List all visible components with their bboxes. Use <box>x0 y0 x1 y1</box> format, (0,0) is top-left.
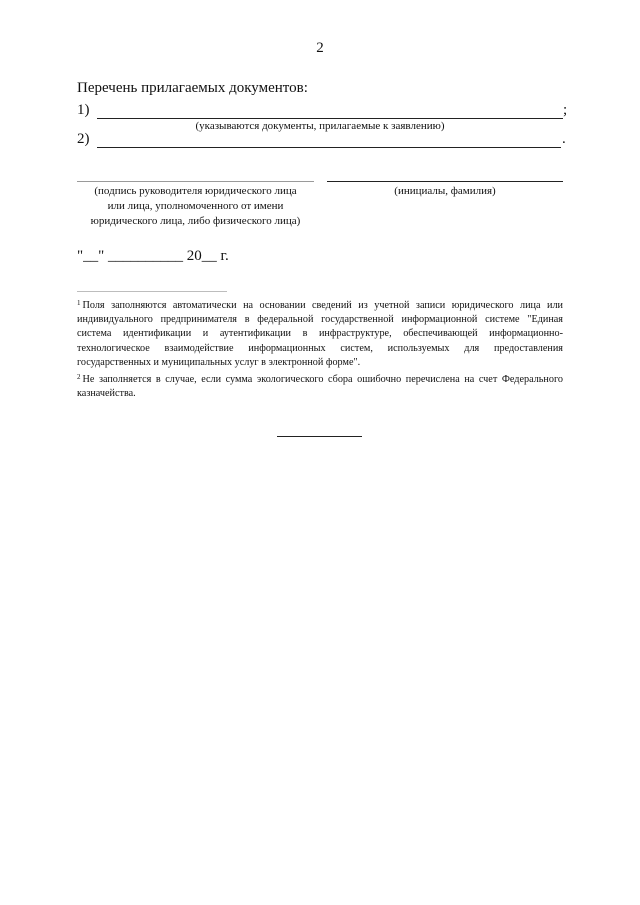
document-item-terminator: . <box>562 131 566 147</box>
signature-caption-line: или лица, уполномоченного от имени <box>107 200 284 212</box>
footnote-divider <box>77 291 227 292</box>
document-item-number: 2) <box>77 131 90 147</box>
date-line: "__" __________ 20__ г. <box>77 248 229 264</box>
footnote-mark: 2 <box>77 373 81 382</box>
name-line <box>327 181 563 182</box>
document-item-terminator: ; <box>563 102 568 118</box>
name-caption: (инициалы, фамилия) <box>394 185 496 197</box>
signature-caption <box>77 184 314 229</box>
document-item-1 <box>77 102 567 122</box>
footnote-1 <box>77 296 563 370</box>
signature-caption-line: юридического лица, либо физического лица) <box>90 215 301 227</box>
footnote-text: Поля заполняются автоматически на основании сведений из учетной записи юридического лица или индивидуального предпринимателя в федеральной государственной информационной системе "Единая система идентификации и аутентификации в инфраструктуре, обеспечивающей информационно-технологическое взаимодействие информационных систем, используемых для предоставления государственных и муниципальных услуг в электронной форме". <box>77 300 563 368</box>
documents-list-title: Перечень прилагаемых документов: <box>77 80 308 96</box>
footnote-text: Не заполняется в случае, если сумма экологического сбора ошибочно перечислена на счет Федерального казначейства. <box>77 374 563 400</box>
footnote-mark: 1 <box>77 299 81 307</box>
document-item-2 <box>77 131 567 151</box>
end-of-document-line <box>277 436 362 437</box>
signature-caption-line: (подпись руководителя юридического лица <box>94 185 297 197</box>
document-item-blank-line <box>97 118 563 119</box>
footnote-2 <box>77 370 563 401</box>
document-item-blank-line <box>97 147 561 148</box>
footnotes <box>77 296 563 401</box>
page-number: 2 <box>316 40 324 56</box>
document-item-number: 1) <box>77 102 90 118</box>
documents-hint: (указываются документы, прилагаемые к заявлению) <box>195 120 445 132</box>
signature-line <box>77 181 314 182</box>
